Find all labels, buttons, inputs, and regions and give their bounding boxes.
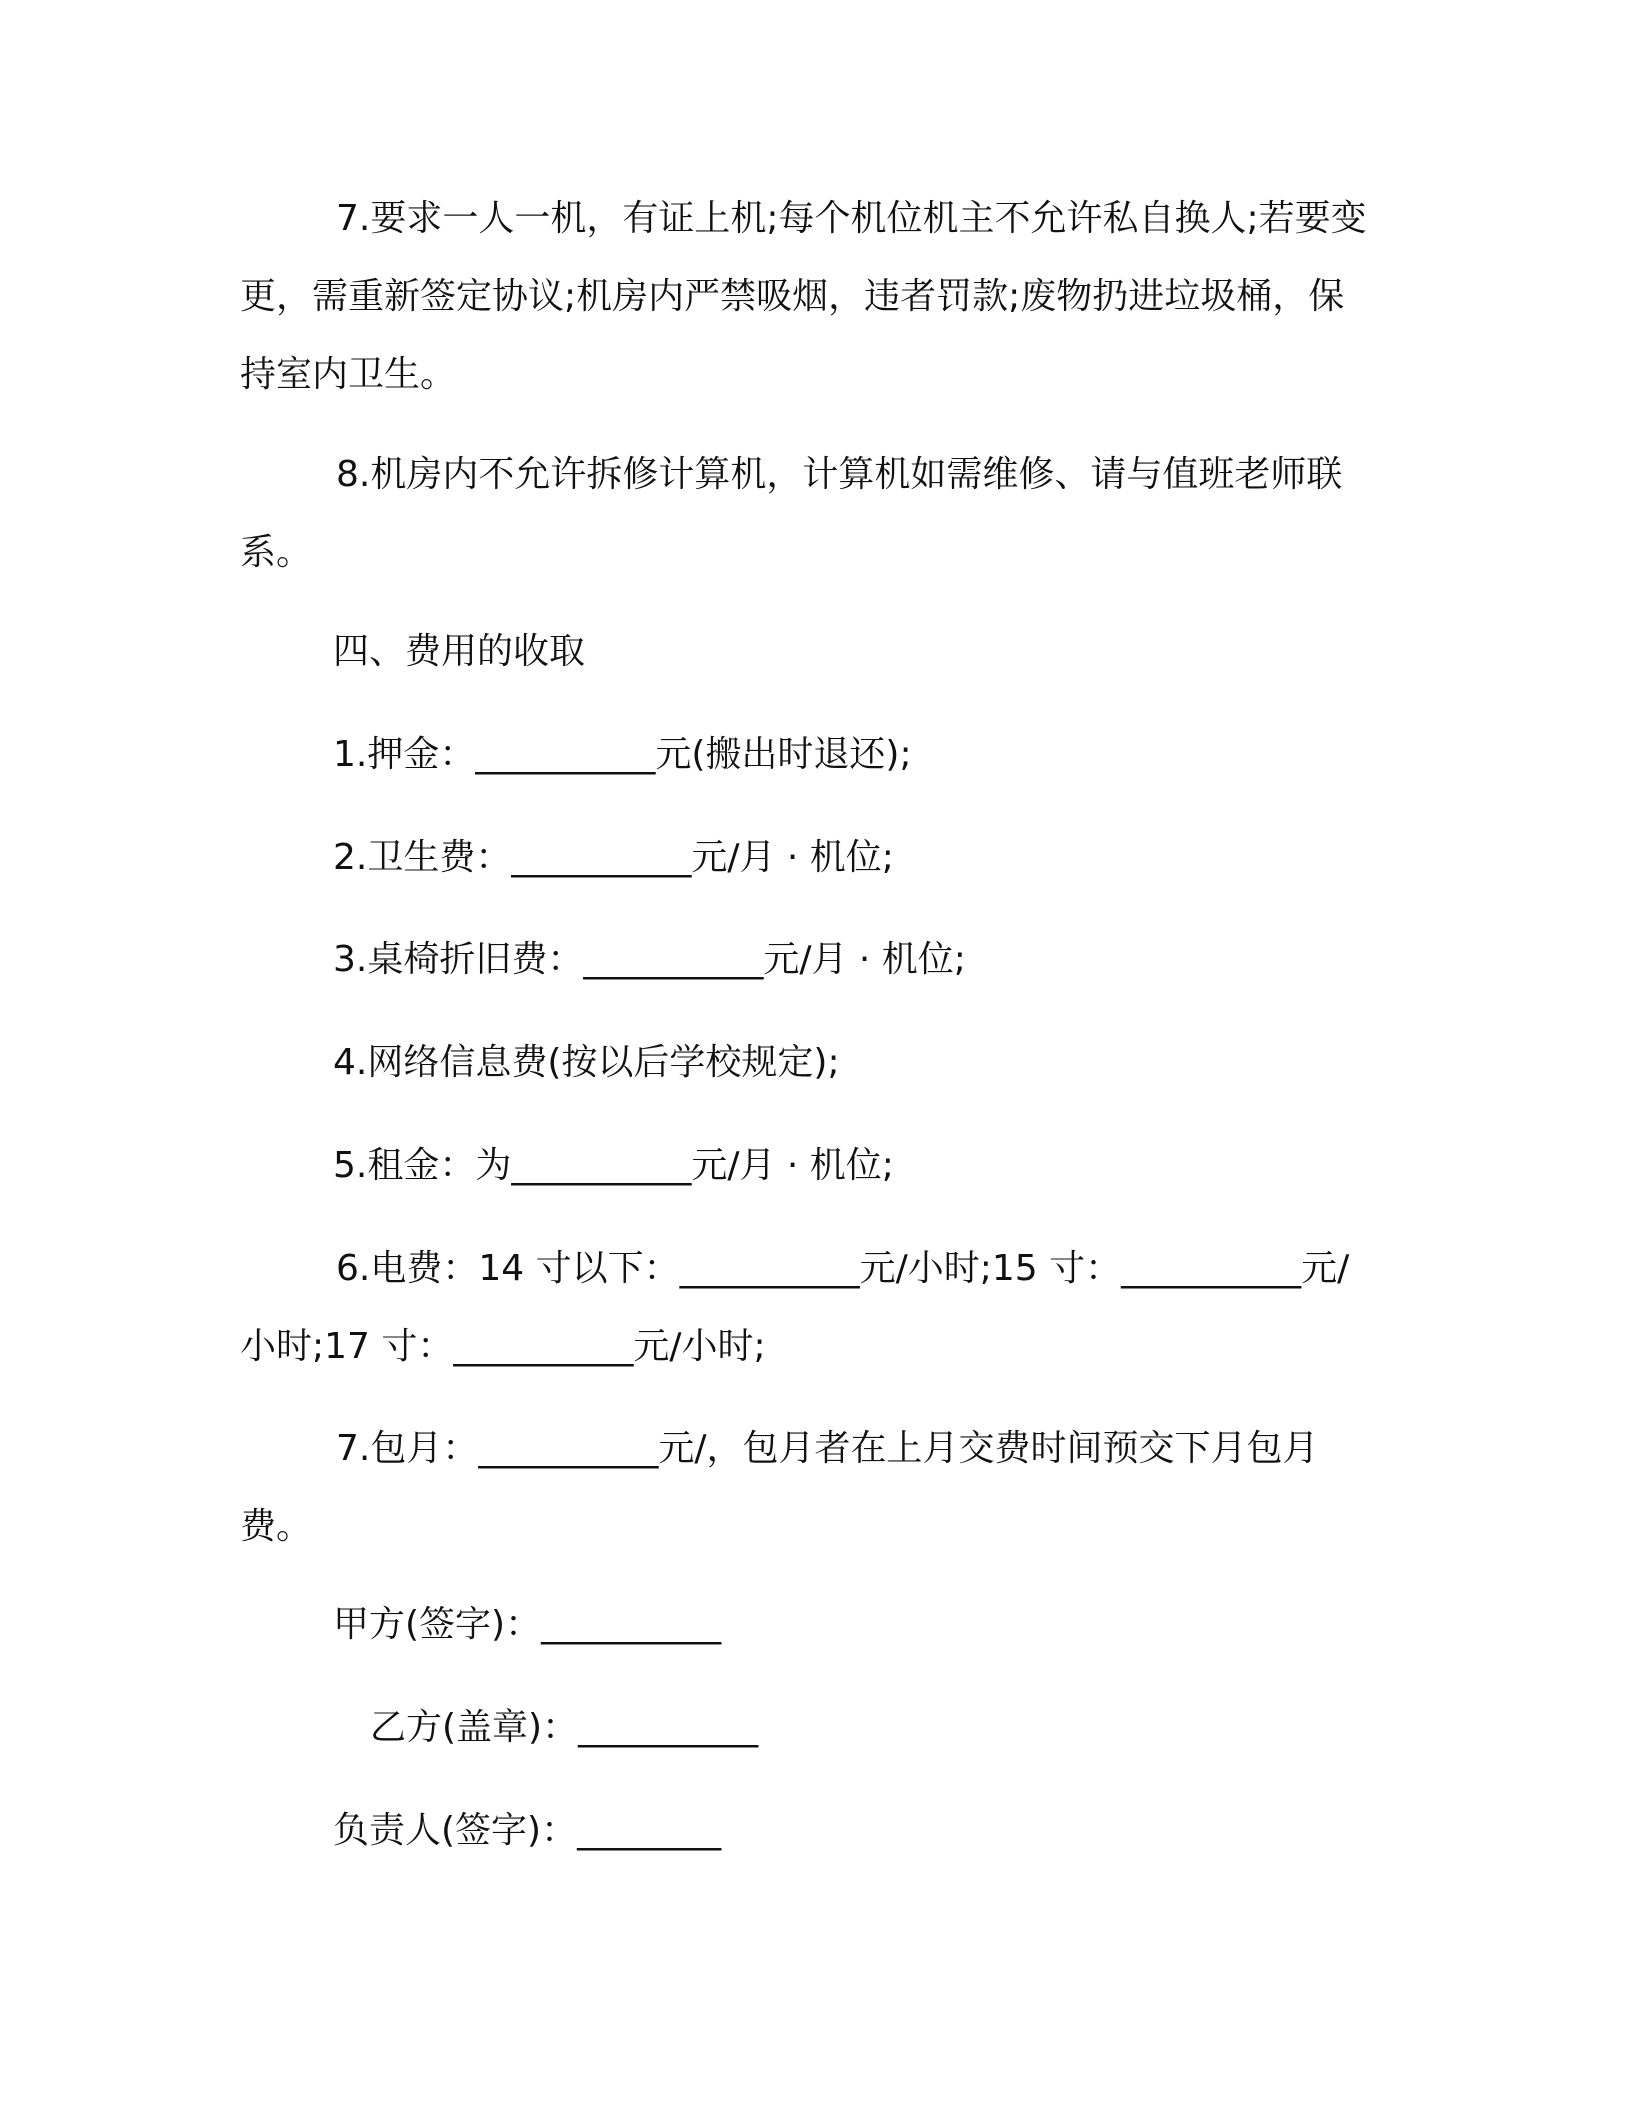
fee-item-rent: 5.租金：为__________元/月 · 机位; — [333, 1145, 894, 1186]
fee-item-deposit: 1.押金：__________元(搬出时退还); — [333, 734, 912, 775]
fee-item-network: 4.网络信息费(按以后学校规定); — [333, 1042, 840, 1083]
section-heading: 四、费用的收取 — [333, 631, 586, 672]
rule-paragraph-7: 7.要求一人一机，有证上机;每个机位机主不允许私自换人;若要变更，需重新签定协议;机房内严禁吸烟，违者罚款;废物扔进垃圾桶，保持室内卫生。 — [240, 198, 1367, 395]
signature-responsible: 负责人(签字)：________ — [333, 1810, 722, 1851]
signature-party-a: 甲方(签字)：__________ — [333, 1604, 722, 1645]
fee-item-electricity: 6.电费：14 寸以下：__________元/小时;15 寸：__________元/小时;17 寸：__________元/小时; — [240, 1248, 1350, 1367]
fee-item-sanitation: 2.卫生费：__________元/月 · 机位; — [333, 837, 894, 878]
fee-item-monthly: 7.包月：__________元/，包月者在上月交费时间预交下月包月费。 — [240, 1428, 1319, 1547]
signature-party-b: 乙方(盖章)：__________ — [370, 1707, 759, 1748]
fee-item-furniture: 3.桌椅折旧费：__________元/月 · 机位; — [333, 939, 966, 980]
rule-paragraph-8: 8.机房内不允许拆修计算机，计算机如需维修、请与值班老师联系。 — [240, 454, 1343, 573]
